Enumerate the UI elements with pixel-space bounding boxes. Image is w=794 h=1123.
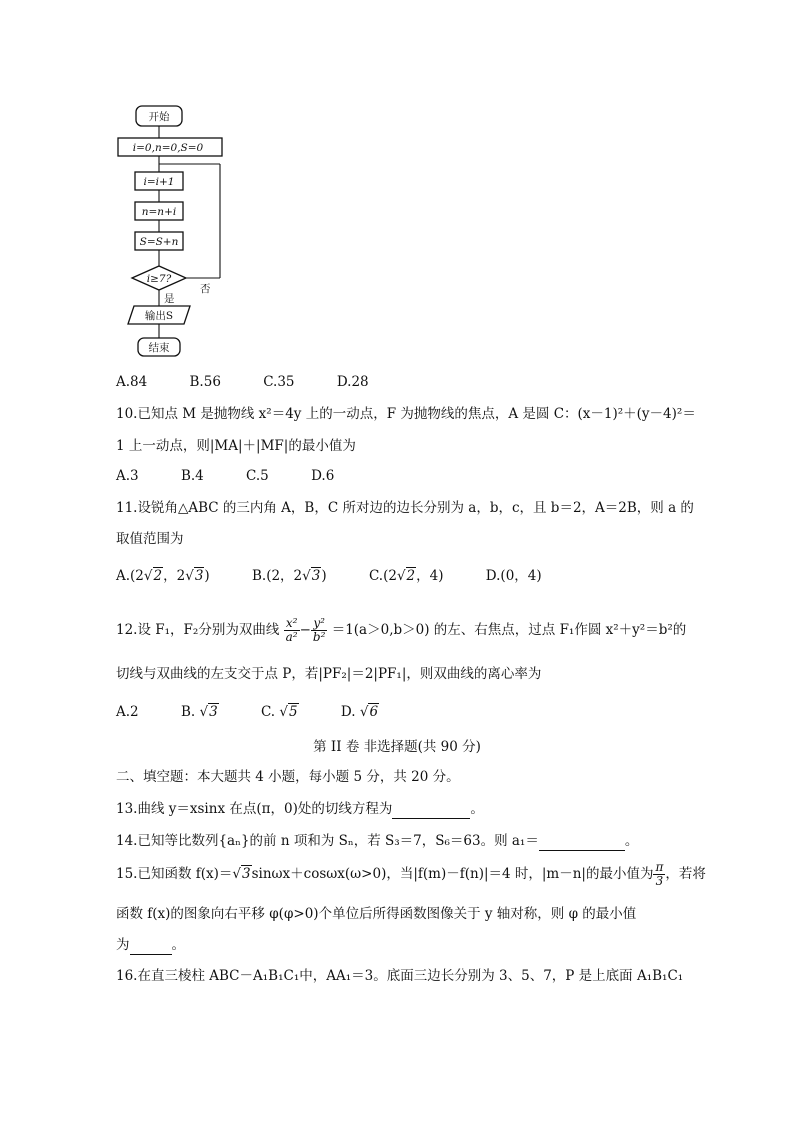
q9-option-a: A.84 xyxy=(116,374,148,390)
q16-line1: 16.在直三棱柱 ABC－A₁B₁C₁中，AA₁＝3。底面三边长分别为 3、5、7，P 是上底面 A₁B₁C₁ xyxy=(116,968,684,984)
q12-line2: 切线与双曲线的左支交于点 P，若|PF₂|＝2|PF₁|，则双曲线的离心率为 xyxy=(116,666,542,682)
q10-option-b: B.4 xyxy=(180,468,204,484)
q12-option-c: C. √5 xyxy=(260,704,298,720)
q11-line1: 11.设锐角△ABC 的三内角 A，B，C 所对边的边长分别为 a，b，c，且 b＝2，A＝2B，则 a 的 xyxy=(116,500,694,516)
flow-step1-text: i=i+1 xyxy=(143,176,175,188)
q14-answer-blank xyxy=(539,832,625,851)
q12-fraction-x: $\frac{\text{x²}}{\text{a²}}$ xyxy=(285,616,298,644)
flow-output-text: 输出S xyxy=(144,310,174,322)
q9-option-c: C.35 xyxy=(263,374,295,390)
flow-yes-label: 是 xyxy=(164,293,175,305)
q15-line1: 15.已知函数 f(x)＝√3sinωx＋cosωx(ω>0)，当|f(m)－f(n)|＝4 时，|m－n|的最小值为 $\frac{\pi}{3}$ ，若将 xyxy=(116,860,706,888)
q11-line2: 取值范围为 xyxy=(116,531,184,547)
flow-step3-text: S=S+n xyxy=(139,236,179,248)
section2-title: 第 II 卷 非选择题(共 90 分) xyxy=(313,739,481,755)
flow-end-text: 结束 xyxy=(148,342,170,354)
q12-options xyxy=(116,703,417,721)
q12-option-d: D. √6 xyxy=(340,704,379,720)
q11-option-c: C.(2√2，4) xyxy=(368,568,444,584)
q10-option-c: C.5 xyxy=(246,468,269,484)
q10-line1: 10.已知点 M 是抛物线 x²＝4y 上的一动点，F 为抛物线的焦点，A 是圆 C：(x－1)²＋(y－4)²＝ xyxy=(116,406,696,422)
q14-line: 14.已知等比数列{aₙ}的前 n 项和为 Sₙ，若 S₃＝7，S₆＝63。则 a₁＝ 。 xyxy=(116,833,639,849)
q13-line: 13.曲线 y＝xsinx 在点(π，0)处的切线方程为 。 xyxy=(116,801,484,817)
q10-line2: 1 上一动点，则|MA|＋|MF|的最小值为 xyxy=(116,438,356,454)
q15-line2: 函数 f(x)的图象向右平移 φ(φ>0)个单位后所得函数图像关于 y 轴对称，则 φ 的最小值 xyxy=(116,906,637,922)
q11-option-d: D.(0，4) xyxy=(485,568,542,584)
q11-option-a: A.(2√2，2√3) xyxy=(116,568,210,584)
q9-option-d: D.28 xyxy=(336,374,369,390)
q10-options xyxy=(116,467,372,485)
flow-no-label: 否 xyxy=(200,283,211,295)
q15-answer-blank xyxy=(130,936,172,955)
section2-heading: 二、填空题：本大题共 4 小题，每小题 5 分，共 20 分。 xyxy=(116,769,460,785)
flow-decision-text: i≥7? xyxy=(146,273,172,285)
flow-step2-text: n=n+i xyxy=(141,206,177,218)
q9-option-b: B.56 xyxy=(189,374,221,390)
q15-line3: 为 。 xyxy=(116,937,185,953)
flowchart-svg xyxy=(112,100,232,362)
q12-option-a: A.2 xyxy=(116,704,139,720)
flow-init-text: i=0,n=0,S=0 xyxy=(132,142,204,154)
q10-option-a: A.3 xyxy=(116,468,139,484)
q12-line1: 12.设 F₁，F₂分别为双曲线 $\frac{\text{x²}}{\text{a²}}$ − $\frac{\text{y²}}{\text{b²}}$ ＝1(a＞0,b＞0) 的左、右焦点，过点 F₁作圆 x²＋y²＝b²的 xyxy=(116,616,687,644)
q13-answer-blank xyxy=(392,800,470,819)
q12-fraction-y: $\frac{\text{y²}}{\text{b²}}$ xyxy=(312,616,326,644)
q15-fraction-pi-3: $\frac{\pi}{3}$ xyxy=(655,860,664,888)
q10-option-d: D.6 xyxy=(311,468,335,484)
q9-options xyxy=(116,373,407,391)
q11-option-b: B.(2，2√3) xyxy=(251,568,327,584)
q12-option-b: B. √3 xyxy=(180,704,218,720)
flow-start-text: 开始 xyxy=(148,111,170,123)
q11-options xyxy=(116,567,580,585)
flowchart xyxy=(112,100,232,362)
